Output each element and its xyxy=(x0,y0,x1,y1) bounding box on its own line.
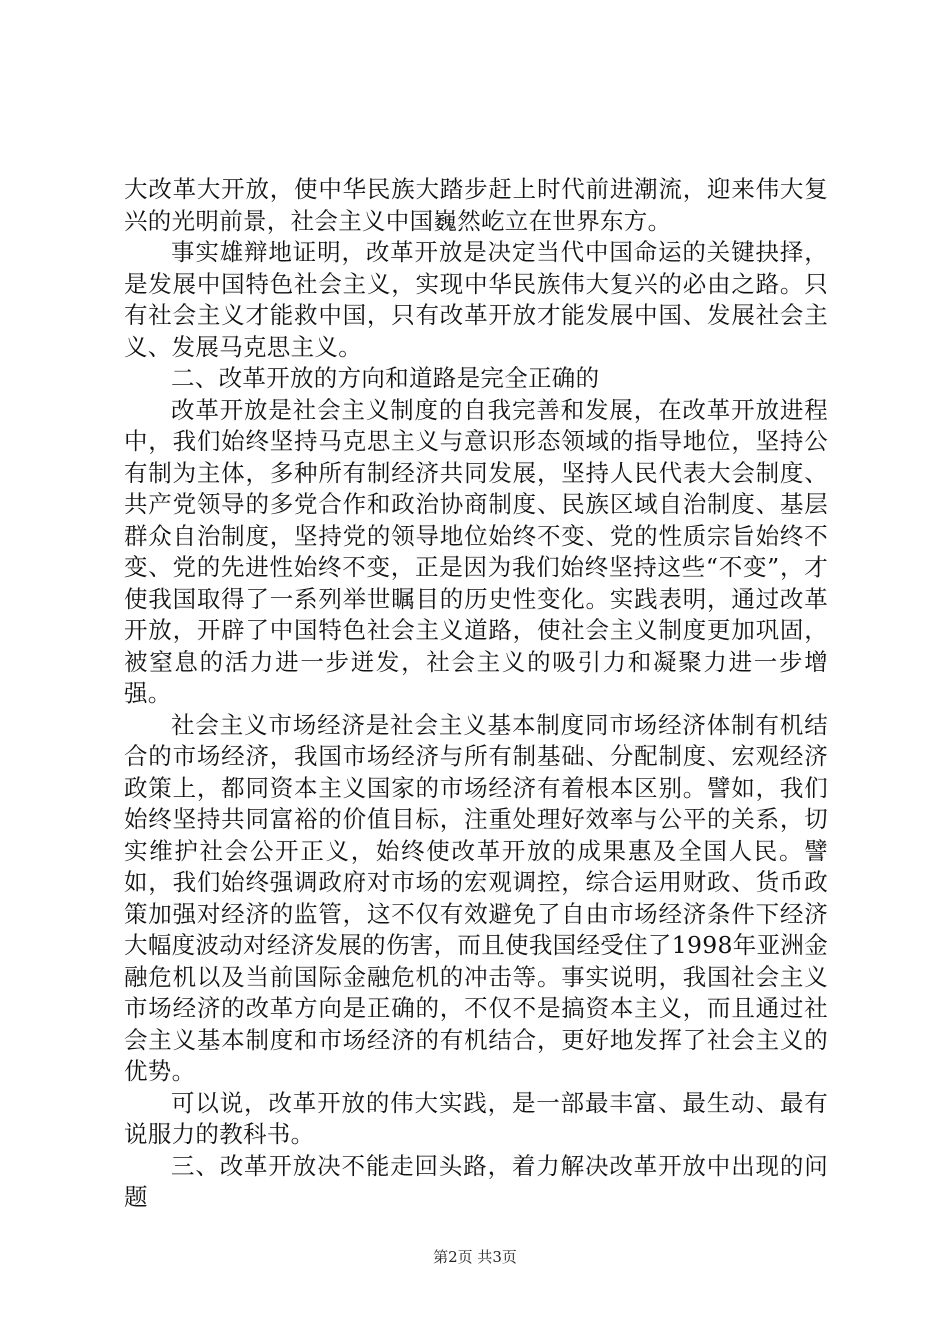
paragraph-3: 改革开放是社会主义制度的自我完善和发展，在改革开放进程中，我们始终坚持马克思主义与意识形态领域的指导地位，坚持公有制为主体，多种所有制经济共同发展，坚持人民代表大会制度、共产党领导的多党合作和政治协商制度、民族区域自治制度、基层群众自治制度，坚持党的领导地位始终不变、党的性质宗旨始终不变、党的先进性始终不变，正是因为我们始终坚持这些“不变”，才使我国取得了一系列举世瞩目的历史性变化。实践表明，通过改革开放，开辟了中国特色社会主义道路，使社会主义制度更加巩固，被窒息的活力进一步迸发，社会主义的吸引力和凝聚力进一步增强。 xyxy=(124,395,828,707)
section-heading-3: 三、改革开放决不能走回头路，着力解决改革开放中出现的问题 xyxy=(124,1151,828,1211)
page-footer: 第2页 共3页 xyxy=(433,1248,517,1266)
paragraph-5: 可以说，改革开放的伟大实践，是一部最丰富、最生动、最有说服力的教科书。 xyxy=(124,1088,828,1148)
section-heading-2: 二、改革开放的方向和道路是完全正确的 xyxy=(171,364,600,392)
paragraph-2: 事实雄辩地证明，改革开放是决定当代中国命运的关键抉择，是发展中国特色社会主义，实现中华民族伟大复兴的必由之路。只有社会主义才能救中国，只有改革开放才能发展中国、发展社会主义、发展马克思主义。 xyxy=(124,238,828,361)
paragraph-4: 社会主义市场经济是社会主义基本制度同市场经济体制有机结合的市场经济，我国市场经济与所有制基础、分配制度、宏观经济政策上，都同资本主义国家的市场经济有着根本区别。譬如，我们始终坚持共同富裕的价值目标，注重处理好效率与公平的关系，切实维护社会公开正义，始终使改革开放的成果惠及全国人民。譬如，我们始终强调政府对市场的宏观调控，综合运用财政、货币政策加强对经济的监管，这不仅有效避免了自由市场经济条件下经济大幅度波动对经济发展的伤害，而且使我国经受住了1998年亚洲金融危机以及当前国际金融危机的冲击等。事实说明，我国社会主义市场经济的改革方向是正确的，不仅不是搞资本主义，而且通过社会主义基本制度和市场经济的有机结合，更好地发挥了社会主义的优势。 xyxy=(124,710,828,1085)
document-body xyxy=(124,174,828,1214)
paragraph-1: 大改革大开放，使中华民族大踏步赶上时代前进潮流，迎来伟大复兴的光明前景，社会主义中国巍然屹立在世界东方。 xyxy=(124,175,828,235)
